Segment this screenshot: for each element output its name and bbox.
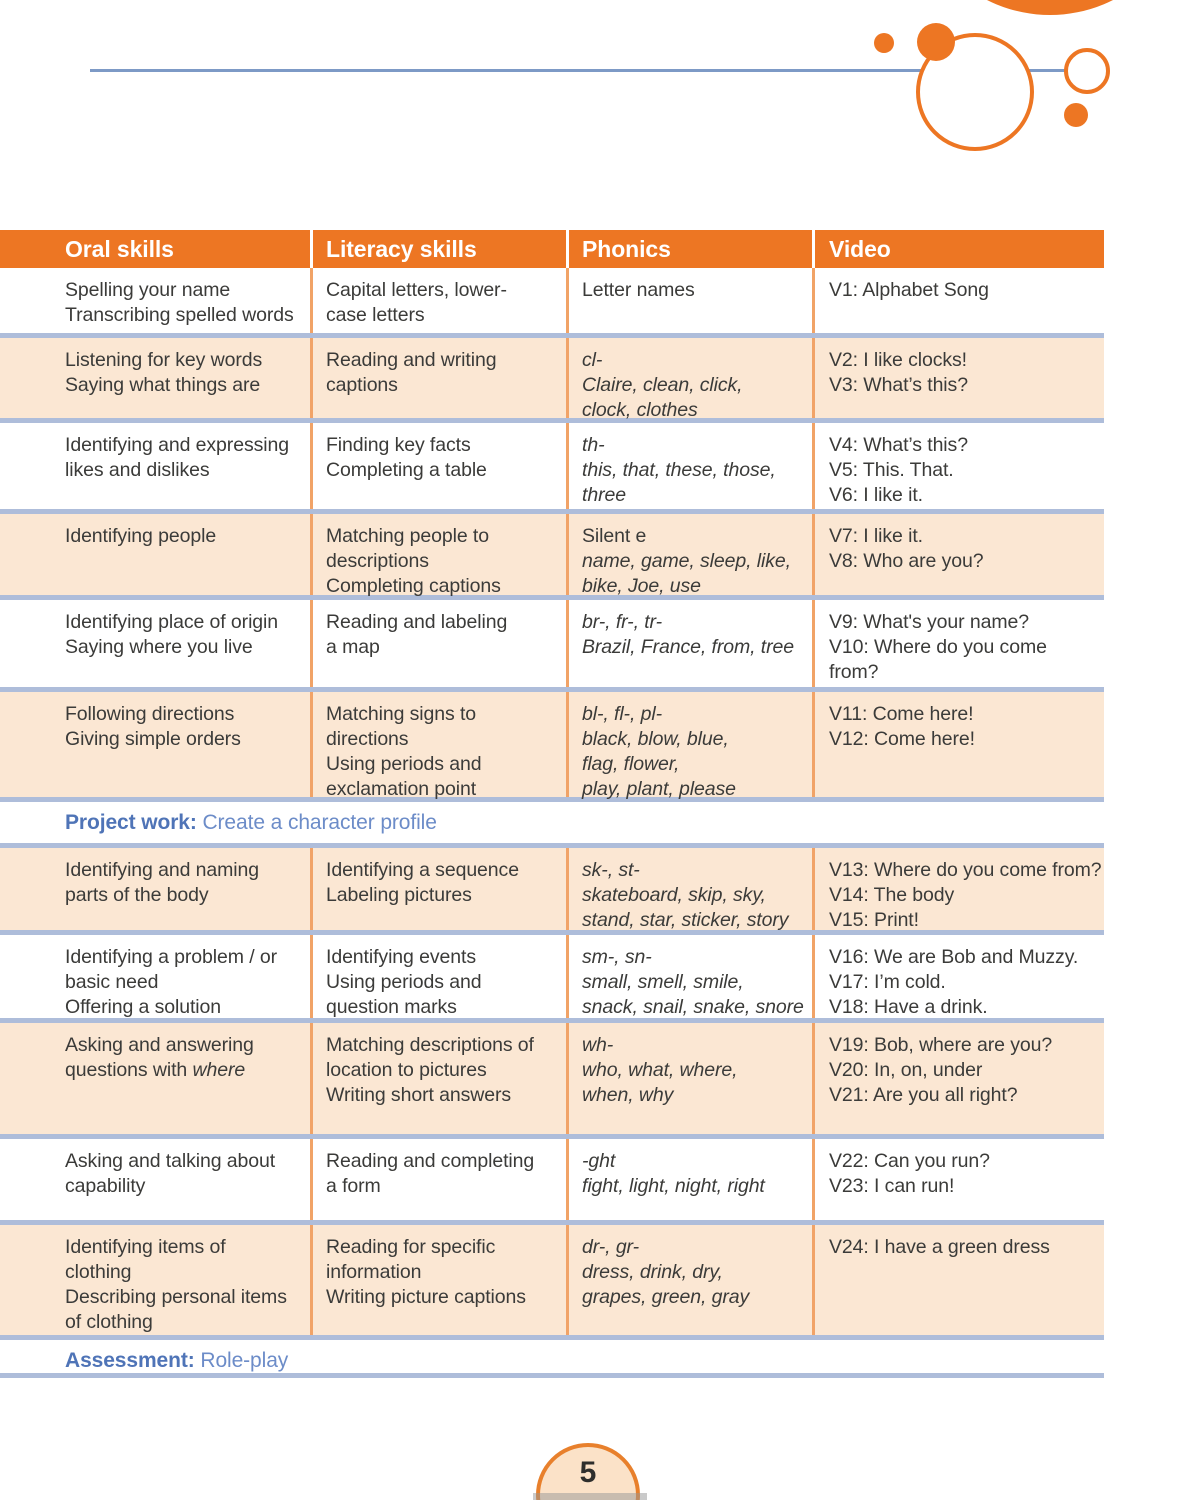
text: Identifying people [65, 525, 217, 547]
text: V5: This. That. [829, 459, 954, 481]
text-line [65, 945, 310, 970]
italic-text: th- [582, 434, 605, 456]
page-number-badge [536, 1443, 640, 1500]
text-line [582, 373, 812, 398]
italic-text: this, that, these, those, [582, 459, 776, 481]
text-line [582, 1174, 812, 1199]
italic-text: where [192, 1059, 246, 1081]
text: V9: What's your name? [829, 611, 1029, 633]
text-line [829, 1235, 1104, 1260]
text: V15: Print! [829, 909, 919, 931]
decorative-circle-outline-small [1064, 48, 1110, 94]
text-line [829, 1083, 1104, 1108]
text-line [65, 610, 310, 635]
text-line [65, 1033, 310, 1058]
cell-video [812, 935, 1104, 1018]
text: Identifying a sequence [326, 859, 519, 881]
column-header-phonics: Phonics [566, 230, 812, 268]
text: capability [65, 1175, 146, 1197]
text: exclamation point [326, 778, 477, 800]
text-line [829, 433, 1104, 458]
cell-oral-skills [0, 1225, 310, 1335]
table-row [0, 1139, 1104, 1220]
text: V11: Come here! [829, 703, 974, 725]
text: Following directions [65, 703, 235, 725]
text: of clothing [65, 1311, 153, 1333]
text-line [582, 635, 812, 660]
section-band [0, 1340, 1104, 1373]
text: Asking and talking about [65, 1150, 276, 1172]
cell-video [812, 423, 1104, 509]
cell-video [812, 514, 1104, 595]
text: V8: Who are you? [829, 550, 984, 572]
text-line [65, 1174, 310, 1199]
cell-literacy-skills [310, 692, 566, 800]
band-title: Role-play [194, 1349, 289, 1372]
cell-literacy-skills [310, 1023, 566, 1134]
text: V21: Are you all right? [829, 1084, 1018, 1106]
column-header-oral-skills: Oral skills [65, 236, 174, 262]
italic-text: skateboard, skip, sky, [582, 884, 766, 906]
text-line [326, 610, 566, 635]
text-line [326, 970, 566, 995]
cell-literacy-skills [310, 1225, 566, 1335]
cell-video [812, 338, 1104, 418]
text-line [582, 702, 812, 727]
text-line [65, 702, 310, 727]
text: Offering a solution [65, 996, 222, 1018]
table-row [0, 1023, 1104, 1134]
text: Identifying items of [65, 1236, 226, 1258]
italic-text: -ght [582, 1150, 616, 1172]
text: likes and dislikes [65, 459, 210, 481]
text-line [582, 610, 812, 635]
text-line [582, 574, 812, 599]
text: Letter names [582, 279, 695, 301]
cell-oral-skills [0, 1023, 310, 1134]
text-line [65, 348, 310, 373]
text-line [582, 398, 812, 423]
cell-video [812, 848, 1104, 930]
text-line [829, 635, 1104, 660]
column-header-video: Video [812, 230, 1104, 268]
text: V2: I like clocks! [829, 349, 967, 371]
italic-text: when, why [582, 1084, 674, 1106]
text: captions [326, 374, 398, 396]
text: V14: The body [829, 884, 955, 906]
cell-phonics [566, 600, 812, 687]
text: Writing picture captions [326, 1286, 526, 1308]
text-line [326, 1174, 566, 1199]
text-line [582, 458, 812, 483]
cell-phonics [566, 514, 812, 595]
text-line [65, 524, 310, 549]
italic-text: fight, light, night, right [582, 1175, 765, 1197]
text-line [65, 1058, 310, 1083]
text-line [829, 1033, 1104, 1058]
scan-edge-artifact [533, 1493, 647, 1500]
text-line [326, 1260, 566, 1285]
cell-oral-skills [0, 692, 310, 797]
cell-oral-skills [0, 514, 310, 595]
cell-literacy-skills [310, 935, 566, 1018]
text-line [829, 549, 1104, 574]
cell-video [812, 1225, 1104, 1335]
text-line [582, 995, 812, 1020]
table-row [0, 1225, 1104, 1335]
table-row [0, 935, 1104, 1018]
text-line [326, 373, 566, 398]
text-line [65, 1310, 310, 1335]
table-header-row [0, 230, 1104, 268]
text: location to pictures [326, 1059, 487, 1081]
text: Saying what things are [65, 374, 261, 396]
text-line [65, 458, 310, 483]
text-line [326, 945, 566, 970]
text: Transcribing spelled words [65, 304, 294, 326]
table-row [0, 338, 1104, 421]
text-line [829, 945, 1104, 970]
text-line [829, 883, 1104, 908]
band-label: Project work: [65, 811, 197, 834]
text-line [65, 433, 310, 458]
page-number: 5 [579, 1456, 597, 1489]
italic-text: br-, fr-, tr- [582, 611, 662, 633]
italic-text: bike, Joe, use [582, 575, 701, 597]
italic-text: Claire, clean, click, [582, 374, 743, 396]
text-line [582, 348, 812, 373]
column-header-literacy-skills: Literacy skills [310, 230, 566, 268]
table-row [0, 692, 1104, 800]
text: V6: I like it. [829, 484, 923, 506]
text: information [326, 1261, 422, 1283]
text-line [829, 702, 1104, 727]
text-line [582, 858, 812, 883]
band-label: Assessment: [65, 1349, 195, 1372]
text-line [65, 635, 310, 660]
text: Finding key facts [326, 434, 471, 456]
text: a map [326, 636, 380, 658]
text: Reading for specific [326, 1236, 496, 1258]
italic-text: small, smell, smile, [582, 971, 744, 993]
text: V19: Bob, where are you? [829, 1034, 1053, 1056]
text-line [582, 908, 812, 933]
italic-text: wh- [582, 1034, 614, 1056]
cell-phonics [566, 1225, 812, 1335]
italic-text: name, game, sleep, like, [582, 550, 791, 572]
cell-phonics [566, 935, 812, 1018]
text-line [326, 1058, 566, 1083]
text-line [65, 373, 310, 398]
italic-text: grapes, green, gray [582, 1286, 750, 1308]
text: Capital letters, lower- [326, 279, 507, 301]
text-line [326, 303, 566, 328]
text: case letters [326, 304, 425, 326]
text-line [582, 945, 812, 970]
text-line [65, 970, 310, 995]
text-line [582, 777, 812, 802]
text: Identifying place of origin [65, 611, 279, 633]
text: Using periods and [326, 753, 482, 775]
italic-text: three [582, 484, 626, 506]
text-line [582, 1285, 812, 1310]
text: Reading and writing [326, 349, 497, 371]
text-line [326, 883, 566, 908]
text: Identifying and naming [65, 859, 260, 881]
text-line [582, 278, 812, 303]
cell-phonics [566, 268, 812, 333]
decorative-circle-blob [910, 0, 1179, 15]
text: Labeling pictures [326, 884, 472, 906]
text: Spelling your name [65, 279, 231, 301]
text-line [326, 549, 566, 574]
text: V12: Come here! [829, 728, 975, 750]
cell-phonics [566, 692, 812, 800]
text: Identifying and expressing [65, 434, 289, 456]
text: V1: Alphabet Song [829, 279, 989, 301]
decorative-dot-medium [917, 23, 955, 61]
text-line [829, 970, 1104, 995]
italic-text: stand, star, sticker, story [582, 909, 789, 931]
cell-literacy-skills [310, 514, 566, 595]
text-line [582, 1033, 812, 1058]
text: V22: Can you run? [829, 1150, 990, 1172]
italic-text: dr-, gr- [582, 1236, 639, 1258]
text-line [829, 278, 1104, 303]
text: basic need [65, 971, 159, 993]
text-line [65, 1260, 310, 1285]
text: clothing [65, 1261, 132, 1283]
text: V3: What’s this? [829, 374, 968, 396]
text-line [582, 1235, 812, 1260]
italic-text: dress, drink, dry, [582, 1261, 723, 1283]
text-line [65, 858, 310, 883]
text: Reading and labeling [326, 611, 508, 633]
text-line [326, 702, 566, 727]
text-line [326, 348, 566, 373]
italic-text: black, blow, blue, [582, 728, 729, 750]
italic-text: clock, clothes [582, 399, 698, 421]
text-line [65, 303, 310, 328]
text-line [326, 458, 566, 483]
text-line [829, 524, 1104, 549]
italic-text: sk-, st- [582, 859, 640, 881]
text-line [326, 752, 566, 777]
text-line [582, 549, 812, 574]
cell-literacy-skills [310, 1139, 566, 1220]
text: V18: Have a drink. [829, 996, 988, 1018]
text-line [326, 524, 566, 549]
text: Identifying a problem / or [65, 946, 278, 968]
text: Writing short answers [326, 1084, 512, 1106]
text-line [829, 610, 1104, 635]
text-line [829, 660, 1104, 685]
text: from? [829, 661, 879, 683]
table-row [0, 848, 1104, 930]
cell-phonics [566, 338, 812, 421]
text-line [326, 777, 566, 802]
text-line [829, 727, 1104, 752]
text: V23: I can run! [829, 1175, 955, 1197]
cell-video [812, 1023, 1104, 1134]
text: V4: What’s this? [829, 434, 968, 456]
italic-text: Brazil, France, from, tree [582, 636, 794, 658]
table-row [0, 423, 1104, 509]
text: Giving simple orders [65, 728, 241, 750]
text-line [829, 858, 1104, 883]
text-line [582, 524, 812, 549]
cell-literacy-skills [310, 848, 566, 930]
text: V24: I have a green dress [829, 1236, 1050, 1258]
text: Using periods and [326, 971, 482, 993]
cell-oral-skills [0, 338, 310, 418]
text: V7: I like it. [829, 525, 923, 547]
text-line [326, 278, 566, 303]
text-line [829, 1174, 1104, 1199]
italic-text: bl-, fl-, pl- [582, 703, 662, 725]
text-line [829, 483, 1104, 508]
text: Reading and completing [326, 1150, 535, 1172]
text: Listening for key words [65, 349, 263, 371]
text: Saying where you live [65, 636, 253, 658]
text: a form [326, 1175, 381, 1197]
text-line [65, 727, 310, 752]
italic-text: who, what, where, [582, 1059, 738, 1081]
decorative-dot-small-left [874, 33, 894, 53]
text: Matching people to [326, 525, 489, 547]
text-line [326, 1083, 566, 1108]
cell-oral-skills [0, 268, 310, 333]
text: questions with [65, 1059, 193, 1081]
cell-oral-skills [0, 600, 310, 687]
table-row [0, 600, 1104, 687]
text-line [582, 970, 812, 995]
italic-text: cl- [582, 349, 603, 371]
text: V13: Where do you come from? [829, 859, 1102, 881]
text: V17: I’m cold. [829, 971, 946, 993]
text-line [65, 995, 310, 1020]
band-title: Create a character profile [196, 811, 437, 834]
table-row [0, 268, 1104, 333]
text-line [65, 1149, 310, 1174]
cell-phonics [566, 423, 812, 509]
text-line [326, 1149, 566, 1174]
text-line [829, 458, 1104, 483]
text-line [326, 727, 566, 752]
text: descriptions [326, 550, 429, 572]
text: V20: In, on, under [829, 1059, 983, 1081]
text-line [582, 433, 812, 458]
italic-text: sm-, sn- [582, 946, 652, 968]
text-line [582, 1058, 812, 1083]
text-line [326, 635, 566, 660]
text: V16: We are Bob and Muzzy. [829, 946, 1079, 968]
text-line [326, 858, 566, 883]
text: Identifying events [326, 946, 476, 968]
text-line [582, 1083, 812, 1108]
cell-literacy-skills [310, 423, 566, 509]
text: Silent e [582, 525, 647, 547]
text-line [829, 995, 1104, 1020]
text: directions [326, 728, 409, 750]
cell-literacy-skills [310, 600, 566, 687]
decorative-dot-small-right [1064, 103, 1088, 127]
text-line [829, 1149, 1104, 1174]
syllabus-table [0, 230, 1104, 1378]
text: Describing personal items [65, 1286, 287, 1308]
row-separator-line [0, 1373, 1104, 1378]
text-line [65, 278, 310, 303]
text: V10: Where do you come [829, 636, 1047, 658]
italic-text: snack, snail, snake, snore [582, 996, 804, 1018]
cell-literacy-skills [310, 338, 566, 418]
text: parts of the body [65, 884, 209, 906]
text-line [326, 1285, 566, 1310]
text-line [829, 1058, 1104, 1083]
cell-phonics [566, 1139, 812, 1220]
text-line [829, 348, 1104, 373]
section-band [0, 802, 1104, 843]
text-line [326, 1033, 566, 1058]
text-line [326, 574, 566, 599]
text: Completing captions [326, 575, 501, 597]
text: Matching descriptions of [326, 1034, 534, 1056]
text-line [65, 1285, 310, 1310]
text-line [65, 883, 310, 908]
cell-oral-skills [0, 848, 310, 930]
text-line [582, 883, 812, 908]
text-line [829, 373, 1104, 398]
text-line [582, 483, 812, 508]
text-line [326, 1235, 566, 1260]
text-line [582, 1260, 812, 1285]
cell-video [812, 1139, 1104, 1220]
cell-video [812, 600, 1104, 687]
cell-video [812, 692, 1104, 797]
text-line [326, 995, 566, 1020]
text-line [829, 908, 1104, 933]
text: question marks [326, 996, 457, 1018]
cell-phonics [566, 1023, 812, 1134]
cell-literacy-skills [310, 268, 566, 333]
italic-text: play, plant, please [582, 778, 736, 800]
text: Completing a table [326, 459, 487, 481]
table-row [0, 514, 1104, 595]
text-line [582, 752, 812, 777]
cell-oral-skills [0, 935, 310, 1018]
text: Asking and answering [65, 1034, 254, 1056]
cell-video [812, 268, 1104, 333]
cell-oral-skills [0, 1139, 310, 1220]
text-line [65, 1235, 310, 1260]
italic-text: flag, flower, [582, 753, 680, 775]
text-line [582, 727, 812, 752]
text: Matching signs to [326, 703, 477, 725]
text-line [582, 1149, 812, 1174]
text-line [326, 433, 566, 458]
cell-phonics [566, 848, 812, 930]
cell-oral-skills [0, 423, 310, 509]
